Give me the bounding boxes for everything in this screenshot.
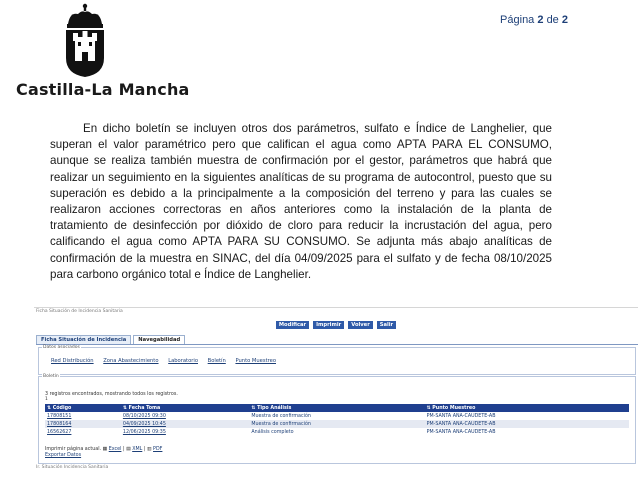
tab-bar: [36, 335, 187, 344]
print-label: Imprimir página actual.: [45, 447, 102, 452]
cell-tipo: Muestra de confirmación: [251, 413, 311, 419]
cell-fecha[interactable]: 12/06/2025 09:35: [122, 429, 166, 435]
records-page-number: 1: [45, 397, 48, 402]
xml-icon: ▤: [126, 447, 131, 452]
export-data-link[interactable]: Exportar Datos: [45, 453, 82, 458]
export-data-row: [45, 453, 81, 458]
datos-asociados-legend: Datos asociados: [43, 345, 80, 350]
col-fecha-toma[interactable]: ⇅ Fecha Toma: [121, 404, 249, 412]
pdf-icon: ▥: [146, 447, 152, 452]
tab-divider: [36, 344, 638, 345]
link-red-distribucion[interactable]: Red Distribución: [51, 358, 94, 364]
records-found-text: 3 registros encontrados, mostrando todos los registros.: [45, 392, 178, 397]
col-tipo-analisis[interactable]: ⇅ Tipo Análisis: [249, 404, 424, 412]
export-excel-link[interactable]: Excel: [108, 447, 122, 452]
modificar-button[interactable]: Modificar: [276, 321, 309, 329]
embedded-screenshot: [34, 307, 638, 471]
page-number: Página 2 de 2: [500, 14, 568, 26]
boletin-legend: Boletín: [43, 374, 59, 379]
boletin-group: [38, 376, 636, 464]
table-header-row: [45, 404, 629, 412]
volver-button[interactable]: Volver: [348, 321, 373, 329]
report-paragraph: En dicho boletín se incluyen otros dos parámetros, sulfato e Índice de Langhelier, que superan el valor paramétrico pero que califican el agua como APTA PARA EL CONSUMO, aunque se realiza también muestra de confirmación por el gestor, parámetros que habrá que realizar un seguimiento en la siguientes analíticas de su programa de autocontrol, puesto que su superación es debido a la principalmente a la composición del terreno y para las cuales se realizaron acciones correctoras en años anteriores como la instalación de la planta de tratamiento de desinfección por dióxido de cloro para reducir la incrustación del agua, pero calificando el agua como APTA PARA SU CONSUMO. Se adjunta más abajo analíticas de confirmación de la muestra en SINAC, del día 04/09/2025 para el sulfato y de fecha 08/10/2025 para carbono orgánico total e Índice de Langhelier.: [50, 122, 552, 281]
salir-button[interactable]: Salir: [377, 321, 396, 329]
cell-codigo[interactable]: 16562627: [47, 429, 72, 435]
cell-tipo: Muestra de confirmación: [249, 420, 424, 428]
table-row: [45, 420, 629, 428]
export-pdf-link[interactable]: PDF: [153, 447, 163, 452]
boletin-table: [45, 404, 629, 436]
tab-ficha[interactable]: Ficha Situación de Incidencia: [36, 335, 131, 344]
logo: [8, 2, 190, 102]
datos-asociados-group: [38, 347, 636, 375]
cell-tipo: Análisis completo: [251, 429, 294, 435]
cell-codigo[interactable]: 17808151: [47, 413, 72, 419]
table-row: [45, 412, 629, 420]
export-row: Imprimir página actual. ▦ Excel | ▤ XML | ▥ PDF: [45, 447, 163, 452]
table-row: [45, 428, 629, 436]
cell-fecha[interactable]: 04/09/2025 10:45: [121, 420, 249, 428]
brand-name: Castilla-La Mancha: [16, 80, 190, 99]
col-punto-muestreo[interactable]: ⇅ Punto Muestreo: [425, 404, 629, 412]
link-laboratorio[interactable]: Laboratorio: [168, 358, 198, 364]
cell-punto: PM-SANTA ANA-CAUDETE-AB: [425, 420, 629, 428]
link-boletin[interactable]: Boletín: [207, 358, 226, 364]
cell-codigo[interactable]: 17808164: [45, 420, 121, 428]
cell-punto: PM-SANTA ANA-CAUDETE-AB: [426, 429, 496, 435]
nav-links: [51, 358, 284, 364]
export-xml-link[interactable]: XML: [132, 447, 143, 452]
bottom-note: Ir. Situación Incidencia Sanitaria: [36, 465, 109, 470]
imprimir-button[interactable]: Imprimir: [313, 321, 344, 329]
link-punto-muestreo[interactable]: Punto Muestreo: [235, 358, 276, 364]
castilla-la-mancha-crest-icon: [62, 2, 108, 78]
screenshot-title: Ficha Situación de Incidencia Sanitaria: [36, 309, 123, 314]
cell-punto: PM-SANTA ANA-CAUDETE-AB: [426, 413, 496, 419]
cell-fecha[interactable]: 08/10/2025 09:30: [122, 413, 166, 419]
link-zona-abastecimiento[interactable]: Zona Abastecimiento: [103, 358, 159, 364]
tab-navegabilidad[interactable]: Navegabilidad: [133, 335, 185, 344]
col-codigo[interactable]: ⇅ Código: [45, 404, 121, 412]
button-bar: [34, 321, 638, 330]
excel-icon: ▦: [102, 447, 108, 452]
